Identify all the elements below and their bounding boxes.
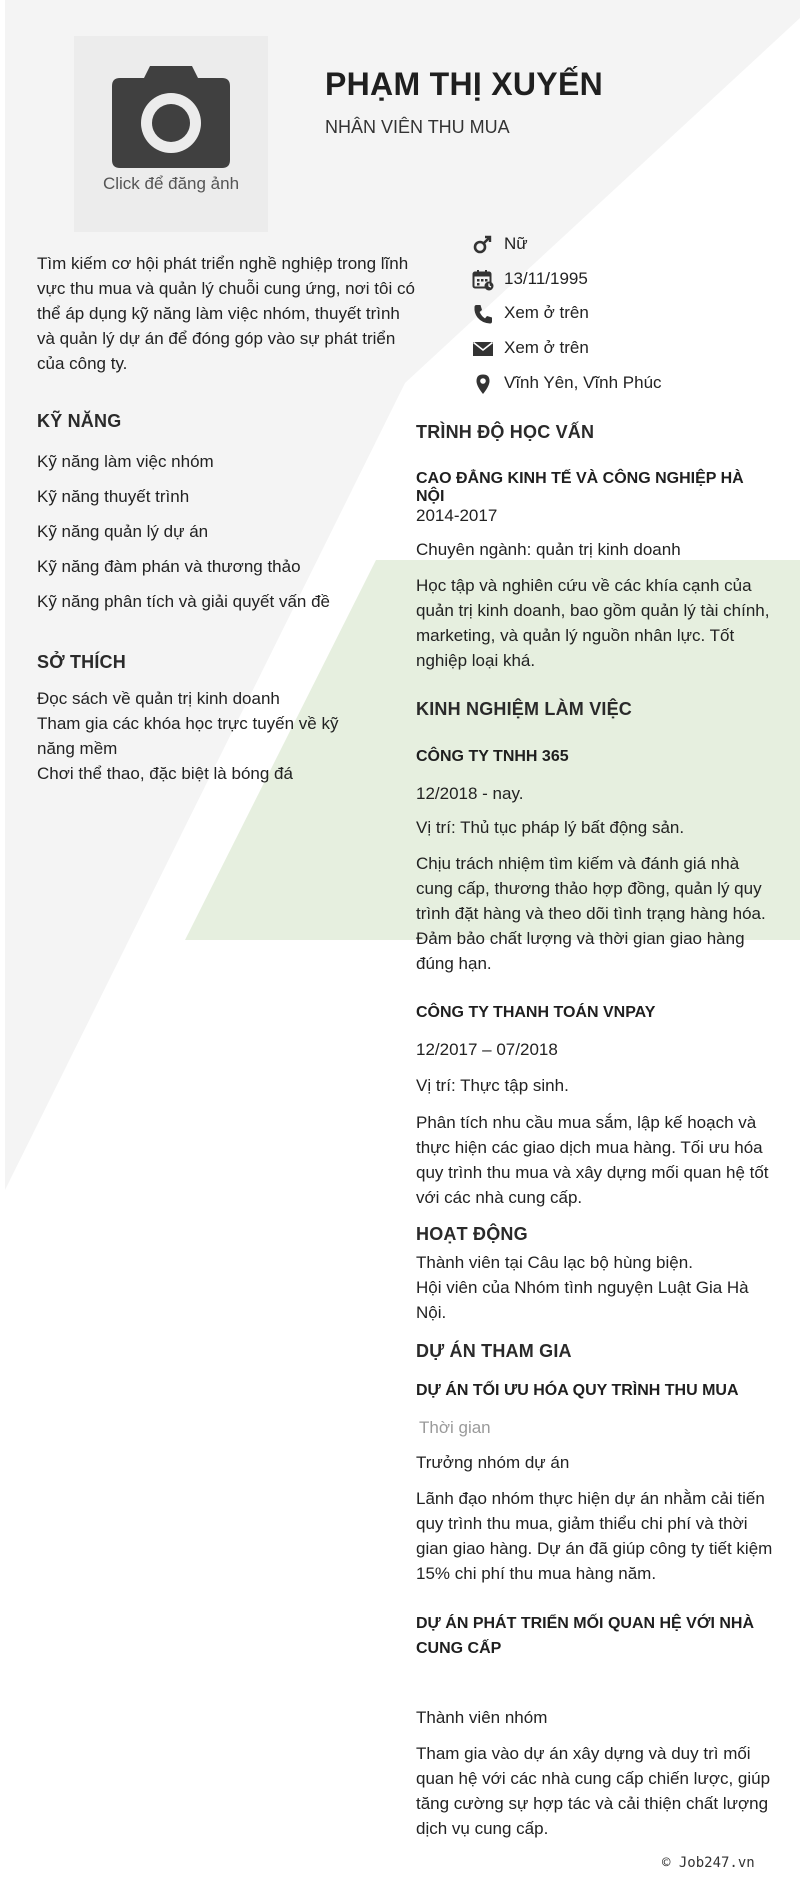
job-description: Chịu trách nhiệm tìm kiếm và đánh giá nhà cung cấp, thương thảo hợp đồng, quản lý quy trình đặt hàng và theo dõi tình trạng hàng hóa. Đảm bảo chất lượng và thời gian giao hàng đúng hạn. bbox=[416, 854, 766, 973]
experience-heading: KINH NGHIỆM LÀM VIỆC bbox=[416, 699, 633, 719]
career-objective: Tìm kiếm cơ hội phát triển nghề nghiệp trong lĩnh vực thu mua và quản lý chuỗi cung ứng, nơi tôi có thể áp dụng kỹ năng làm việc nhóm, thuyết trình và quản lý dự án để đóng góp vào sự phát triển của công ty. bbox=[37, 254, 415, 373]
calendar-icon bbox=[472, 269, 494, 291]
activities-heading: HOẠT ĐỘNG bbox=[416, 1224, 528, 1244]
skill-item: Kỹ năng đàm phán và thương thảo bbox=[37, 557, 301, 576]
project-role: Thành viên nhóm bbox=[416, 1708, 548, 1727]
camera-icon bbox=[112, 64, 230, 168]
project-name: DỰ ÁN PHÁT TRIỂN MỐI QUAN HỆ VỚI NHÀ CUNG CẤP bbox=[416, 1615, 755, 1657]
skill-item: Kỹ năng làm việc nhóm bbox=[37, 452, 214, 471]
birthday-value: 13/11/1995 bbox=[504, 269, 588, 288]
candidate-title: NHÂN VIÊN THU MUA bbox=[325, 117, 510, 137]
gender-value: Nữ bbox=[504, 234, 528, 253]
hobbies-heading: SỞ THÍCH bbox=[37, 652, 126, 672]
job-position: Vị trí: Thủ tục pháp lý bất động sản. bbox=[416, 818, 685, 837]
project-description: Lãnh đạo nhóm thực hiện dự án nhằm cải tiến quy trình thu mua, giảm thiểu chi phí và thời gian giao hàng. Dự án đã giúp công ty tiết kiệm 15% chi phí thu mua hàng năm. bbox=[416, 1489, 773, 1583]
info-email bbox=[472, 336, 772, 366]
photo-upload-label: Click để đăng ảnh bbox=[102, 174, 240, 193]
hobby-item: Tham gia các khóa học trực tuyến về kỹ năng mềm bbox=[37, 714, 339, 758]
info-address bbox=[472, 371, 772, 401]
education-school: CAO ĐẲNG KINH TẾ VÀ CÔNG NGHIỆP HÀ NỘI bbox=[416, 470, 744, 505]
info-gender bbox=[472, 232, 772, 262]
project-role: Trưởng nhóm dự án bbox=[416, 1453, 570, 1472]
phone-value: Xem ở trên bbox=[504, 303, 589, 322]
gender-icon bbox=[472, 234, 494, 256]
job-period: 12/2017 – 07/2018 bbox=[416, 1040, 558, 1059]
address-value: Vĩnh Yên, Vĩnh Phúc bbox=[504, 373, 662, 392]
email-value: Xem ở trên bbox=[504, 338, 589, 357]
skills-heading: KỸ NĂNG bbox=[37, 411, 122, 431]
job-description: Phân tích nhu cầu mua sắm, lập kế hoạch và thực hiện các giao dịch mua hàng. Tối ưu hóa quy trình thu mua và xây dựng mối quan hệ tốt với các nhà cung cấp. bbox=[416, 1113, 769, 1207]
job-period: 12/2018 - nay. bbox=[416, 784, 524, 803]
location-pin-icon bbox=[472, 373, 494, 395]
info-phone bbox=[472, 301, 772, 331]
job-position: Vị trí: Thực tập sinh. bbox=[416, 1076, 569, 1095]
education-period: 2014-2017 bbox=[416, 506, 498, 525]
job-company: CÔNG TY THANH TOÁN VNPAY bbox=[416, 1004, 656, 1021]
skill-item: Kỹ năng thuyết trình bbox=[37, 487, 190, 506]
skill-item: Kỹ năng quản lý dự án bbox=[37, 522, 209, 541]
education-major: Chuyên ngành: quản trị kinh doanh bbox=[416, 540, 681, 559]
footer-watermark: © Job247.vn bbox=[662, 1855, 755, 1871]
info-birthday bbox=[472, 267, 772, 297]
activity-item: Hội viên của Nhóm tình nguyện Luật Gia Hà Nội. bbox=[416, 1278, 749, 1322]
project-name: DỰ ÁN TỐI ƯU HÓA QUY TRÌNH THU MUA bbox=[416, 1382, 739, 1399]
candidate-name: PHẠM THỊ XUYẾN bbox=[325, 66, 603, 102]
education-description: Học tập và nghiên cứu về các khía cạnh của quản trị kinh doanh, bao gồm quản lý tài chính, marketing, và quản lý nguồn nhân lực. Tốt nghiệp loại khá. bbox=[416, 576, 770, 670]
photo-upload[interactable] bbox=[74, 36, 268, 232]
email-icon bbox=[472, 338, 494, 360]
projects-heading: DỰ ÁN THAM GIA bbox=[416, 1341, 572, 1361]
project-time: Thời gian bbox=[419, 1418, 491, 1437]
education-heading: TRÌNH ĐỘ HỌC VẤN bbox=[416, 422, 595, 442]
skill-item: Kỹ năng phân tích và giải quyết vấn đề bbox=[37, 592, 330, 611]
hobby-item: Chơi thể thao, đặc biệt là bóng đá bbox=[37, 764, 293, 783]
hobby-item: Đọc sách về quản trị kinh doanh bbox=[37, 689, 280, 708]
activities-list bbox=[416, 1250, 776, 1325]
job-company: CÔNG TY TNHH 365 bbox=[416, 748, 569, 765]
activity-item: Thành viên tại Câu lạc bộ hùng biện. bbox=[416, 1253, 693, 1272]
project-description: Tham gia vào dự án xây dựng và duy trì mối quan hệ với các nhà cung cấp chiến lược, giúp tăng cường sự hợp tác và cải thiện chất lượng dịch vụ cung cấp. bbox=[416, 1744, 771, 1838]
phone-icon bbox=[472, 303, 494, 325]
hobbies-list bbox=[37, 686, 342, 786]
